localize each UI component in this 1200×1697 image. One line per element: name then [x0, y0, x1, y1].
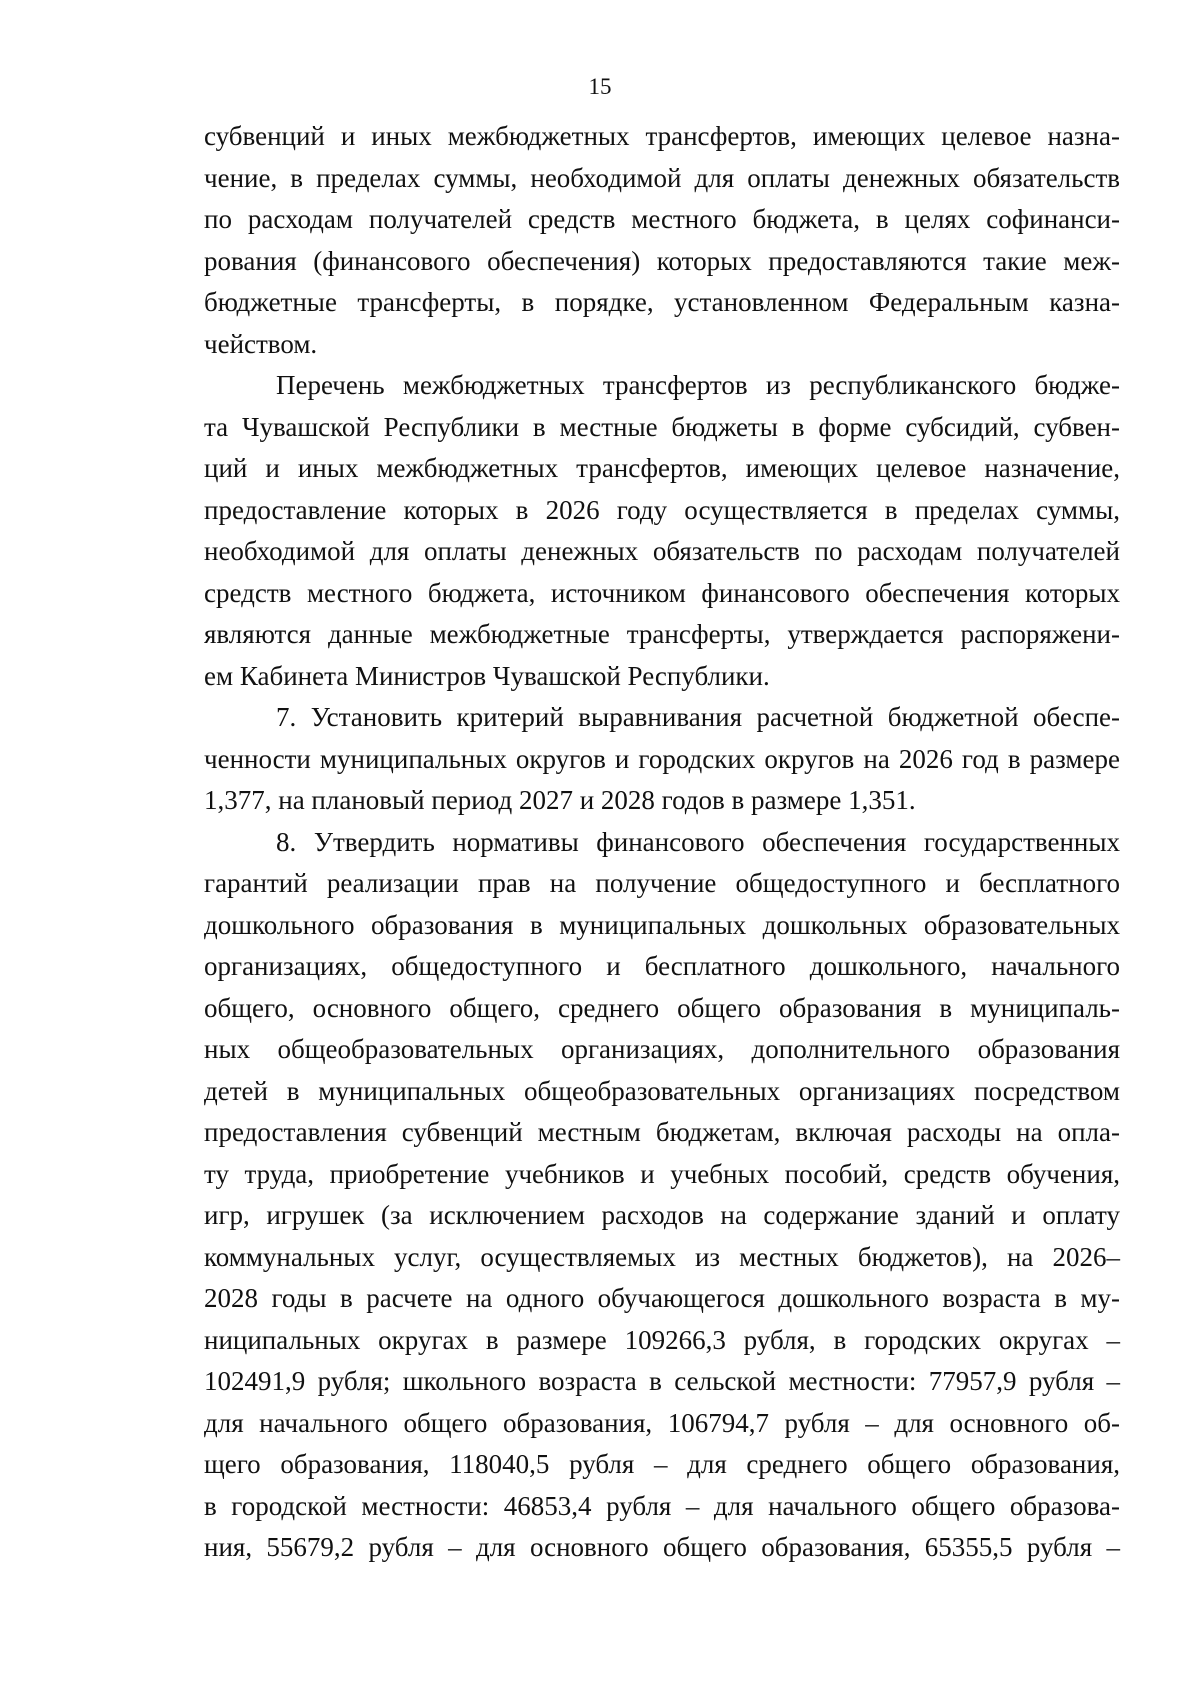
text-line: дошкольного образования в муниципальных дошкольных образовательных: [204, 909, 1120, 940]
text-line: 7. Установить критерий выравнивания расчетной бюджетной обеспе-: [276, 702, 1120, 732]
text-line: коммунальных услуг, осуществляемых из местных бюджетов), на 2026–: [204, 1241, 1120, 1272]
text-line: 2028 годы в расчете на одного обучающегося дошкольного возраста в му-: [204, 1283, 1120, 1313]
paragraph-item-8: [204, 822, 1120, 1569]
text-line: ния, 55679,2 рубля – для основного общего образования, 65355,5 рубля –: [204, 1532, 1120, 1562]
text-line: ных общеобразовательных организациях, дополнительного образования: [204, 1034, 1120, 1064]
text-line: ту труда, приобретение учебников и учебных пособий, средств обучения,: [204, 1158, 1120, 1189]
text-line: 102491,9 рубля; школьного возраста в сельской местности: 77957,9 рубля –: [204, 1366, 1120, 1396]
text-line: ниципальных округах в размере 109266,3 рубля, в городских округах –: [204, 1324, 1120, 1355]
text-line: общего, основного общего, среднего общего образования в муниципаль-: [204, 992, 1120, 1023]
text-line: по расходам получателей средств местного бюджета, в целях софинанси-: [204, 204, 1120, 234]
text-line: средств местного бюджета, источником финансового обеспечения которых: [204, 577, 1120, 608]
document-body: [204, 116, 1120, 1569]
text-line: детей в муниципальных общеобразовательных организациях посредством: [204, 1075, 1120, 1106]
text-line: ций и иных межбюджетных трансфертов, имеющих целевое назначение,: [204, 453, 1120, 483]
text-line: чение, в пределах суммы, необходимой для оплаты денежных обязательств: [204, 162, 1120, 193]
text-line: для начального общего образования, 106794,7 рубля – для основного об-: [204, 1407, 1120, 1438]
text-line: рования (финансового обеспечения) которых предоставляются такие меж-: [204, 245, 1120, 276]
text-line: Перечень межбюджетных трансфертов из республиканского бюдже-: [276, 370, 1120, 400]
text-line: в городской местности: 46853,4 рубля – для начального общего образова-: [204, 1490, 1120, 1521]
page-number: 15: [588, 74, 612, 99]
text-line: ченности муниципальных округов и городских округов на 2026 год в размере: [204, 743, 1120, 774]
text-line: 8. Утвердить нормативы финансового обеспечения государственных: [276, 826, 1120, 857]
text-line: 1,377, на плановый период 2027 и 2028 годов в размере 1,351.: [204, 785, 916, 815]
text-line: предоставления субвенций местным бюджетам, включая расходы на опла-: [204, 1117, 1120, 1147]
text-line: игр, игрушек (за исключением расходов на содержание зданий и оплату: [204, 1200, 1120, 1230]
text-line: та Чувашской Республики в местные бюджеты в форме субсидий, субвен-: [204, 411, 1120, 442]
text-line: гарантий реализации прав на получение общедоступного и бесплатного: [204, 868, 1120, 898]
text-line: предоставление которых в 2026 году осуществляется в пределах суммы,: [204, 494, 1120, 525]
text-line: необходимой для оплаты денежных обязательств по расходам получателей: [204, 536, 1120, 566]
paragraph-item-7: [204, 697, 1120, 822]
text-line: организациях, общедоступного и бесплатного дошкольного, начального: [204, 951, 1120, 981]
paragraph-continuation: [204, 116, 1120, 365]
text-line: щего образования, 118040,5 рубля – для среднего общего образования,: [204, 1449, 1120, 1479]
text-line: бюджетные трансферты, в порядке, установленном Федеральным казна-: [204, 287, 1120, 317]
paragraph-transfers-list: [204, 365, 1120, 697]
text-line: чейством.: [204, 328, 318, 359]
text-line: являются данные межбюджетные трансферты, утверждается распоряжени-: [204, 619, 1120, 649]
text-line: ем Кабинета Министров Чувашской Республики.: [204, 660, 770, 691]
text-line: субвенций и иных межбюджетных трансфертов, имеющих целевое назна-: [204, 121, 1120, 151]
